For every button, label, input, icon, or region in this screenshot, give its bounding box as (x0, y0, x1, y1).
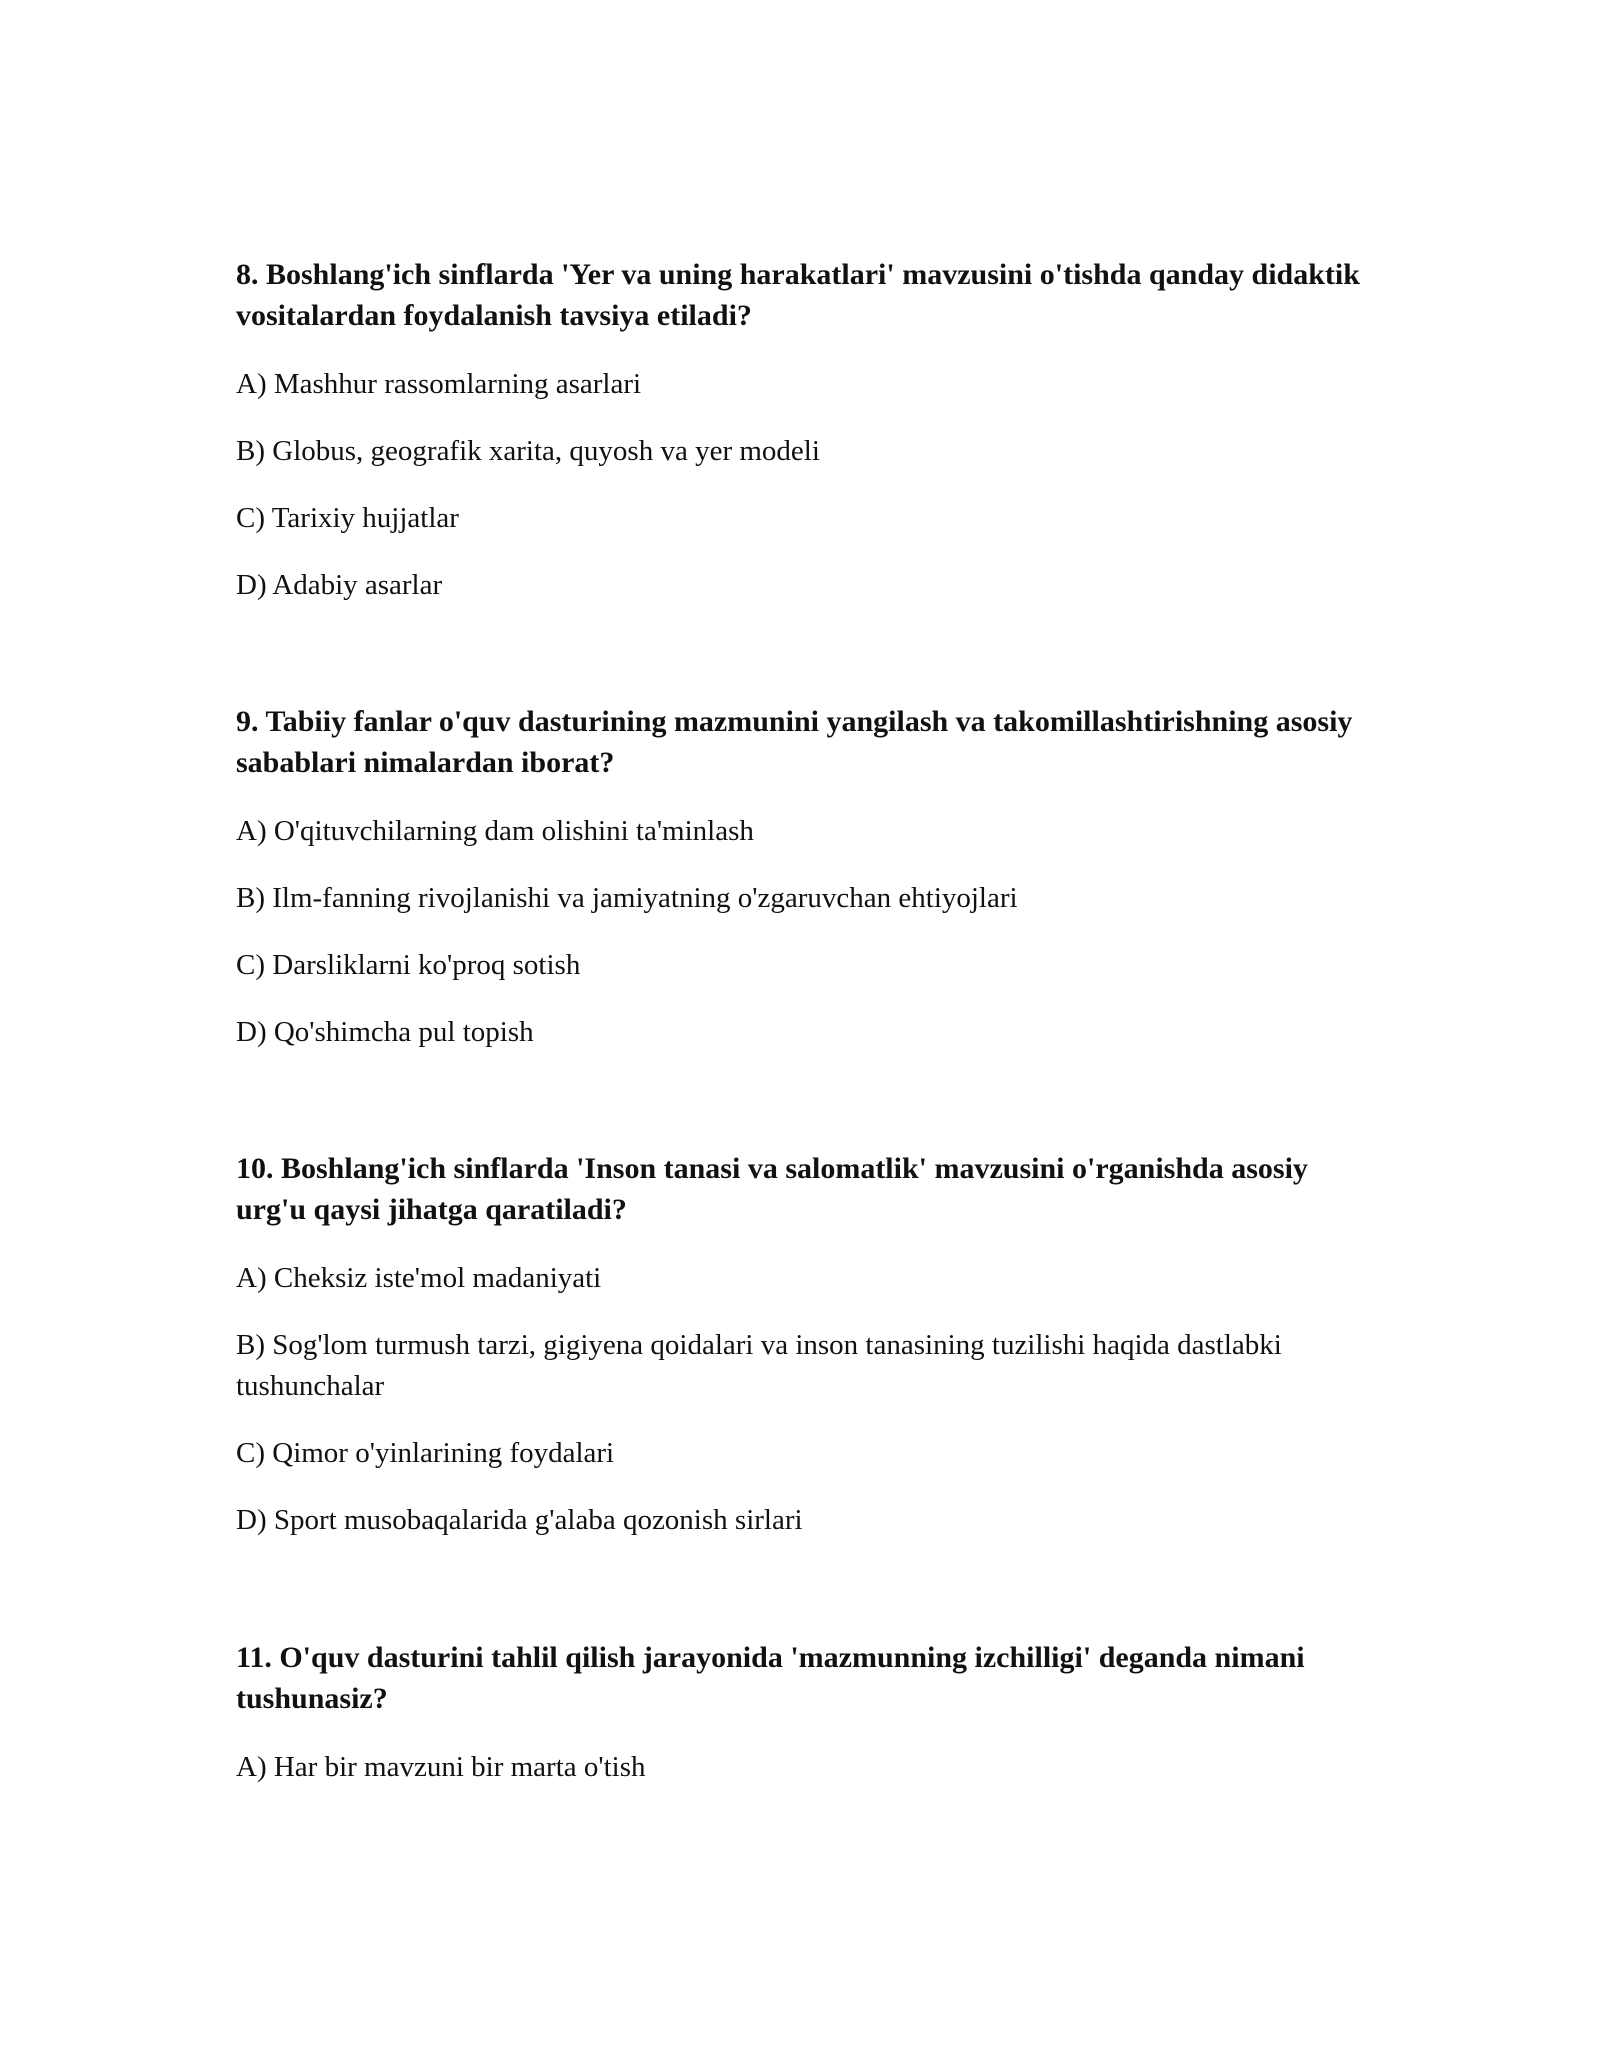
answer-option-b: B) Ilm-fanning rivojlanishi va jamiyatning o'zgaruvchan ehtiyojlari (236, 882, 1018, 914)
question-text: 8. Boshlang'ich sinflarda 'Yer va uning harakatlari' mavzusini o'tishda qanday didaktik vositalardan foydalanish tavsiya etiladi? (236, 258, 1360, 332)
answer-option-b: B) Sog'lom turmush tarzi, gigiyena qoidalari va inson tanasining tuzilishi haqida dastlabki tushunchalar (236, 1329, 1282, 1402)
answer-option-d: D) Qo'shimcha pul topish (236, 1016, 534, 1048)
question-9 (236, 701, 1366, 1079)
answer-option-a: A) Cheksiz iste'mol madaniyati (236, 1262, 602, 1294)
answer-option-d: D) Sport musobaqalarida g'alaba qozonish sirlari (236, 1504, 803, 1536)
question-10 (236, 1148, 1366, 1567)
question-11 (236, 1637, 1366, 1814)
answer-option-a: A) O'qituvchilarning dam olishini ta'minlash (236, 815, 754, 847)
answer-option-b: B) Globus, geografik xarita, quyosh va yer modeli (236, 435, 820, 467)
question-text: 9. Tabiiy fanlar o'quv dasturining mazmunini yangilash va takomillashtirishning asosiy sabablari nimalardan iborat? (236, 705, 1353, 779)
question-text: 11. O'quv dasturini tahlil qilish jarayonida 'mazmunning izchilligi' deganda nimani tushunasiz? (236, 1641, 1305, 1715)
question-text: 10. Boshlang'ich sinflarda 'Inson tanasi va salomatlik' mavzusini o'rganishda asosiy urg'u qaysi jihatga qaratiladi? (236, 1152, 1308, 1226)
answer-option-c: C) Qimor o'yinlarining foydalari (236, 1437, 615, 1469)
answer-option-c: C) Tarixiy hujjatlar (236, 502, 459, 534)
answer-option-a: A) Har bir mavzuni bir marta o'tish (236, 1751, 646, 1783)
answer-option-a: A) Mashhur rassomlarning asarlari (236, 368, 642, 400)
answer-option-d: D) Adabiy asarlar (236, 569, 443, 601)
question-8 (236, 254, 1366, 632)
answer-option-c: C) Darsliklarni ko'proq sotish (236, 949, 581, 981)
